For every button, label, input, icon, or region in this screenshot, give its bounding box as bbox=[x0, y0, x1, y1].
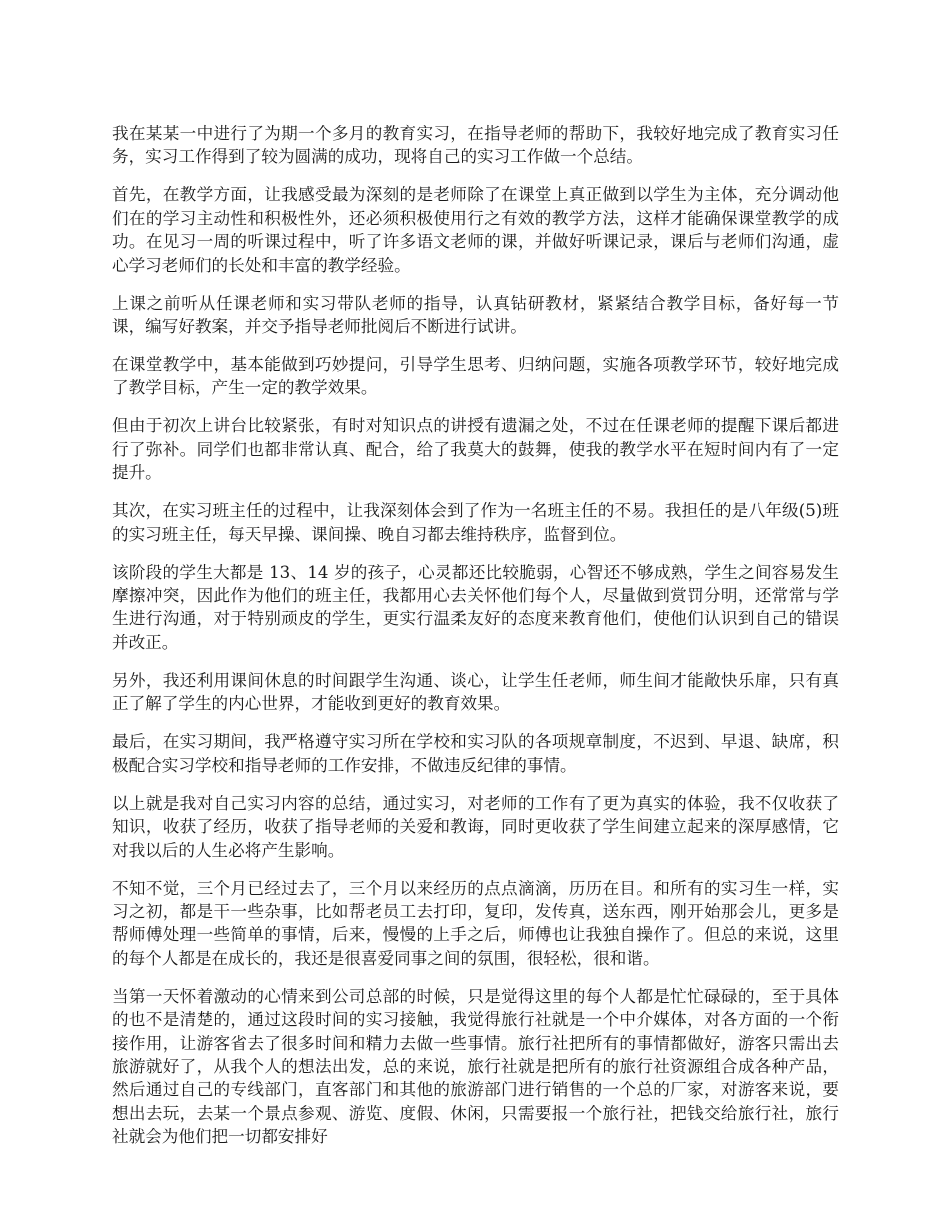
paragraph-7: 该阶段的学生大都是 13、14 岁的孩子，心灵都还比较脆弱，心智还不够成熟，学生之间容易发生摩擦冲突，因此作为他们的班主任，我都用心去关怀他们每个人，尽量做到赏罚分明，还常常与学生进行沟通，对于特别顽皮的学生，更实行温柔友好的态度来教育他们，使他们认识到自己的错误并改正。 bbox=[112, 562, 839, 652]
paragraph-6: 其次，在实习班主任的过程中，让我深刻体会到了作为一名班主任的不易。我担任的是八年级(5)班的实习班主任，每天早操、课间操、晚自习都去维持秩序，监督到位。 bbox=[112, 501, 839, 544]
paragraph-2: 首先，在教学方面，让我感受最为深刻的是老师除了在课堂上真正做到以学生为主体，充分调动他们在的学习主动性和积极性外，还必须积极使用行之有效的教学方法，这样才能确保课堂教学的成功。在见习一周的听课过程中，听了许多语文老师的课，并做好听课记录，课后与老师们沟通，虚心学习老师们的长处和丰富的教学经验。 bbox=[112, 185, 839, 275]
paragraph-3: 上课之前听从任课老师和实习带队老师的指导，认真钻研教材，紧紧结合教学目标，备好每一节课，编写好教案，并交予指导老师批阅后不断进行试讲。 bbox=[112, 293, 839, 337]
paragraph-8: 另外，我还利用课间休息的时间跟学生沟通、谈心，让学生任老师，师生间才能敞快乐扉，只有真正了解了学生的内心世界，才能收到更好的教育效果。 bbox=[112, 670, 839, 714]
paragraph-11: 不知不觉，三个月已经过去了，三个月以来经历的点点滴滴，历历在目。和所有的实习生一样，实习之初，都是干一些杂事，比如帮老员工去打印，复印，发传真，送东西，刚开始那会儿，更多是帮师傅处理一些简单的事情，后来，慢慢的上手之后，师傅也让我独自操作了。但总的来说，这里的每个人都是在成长的，我还是很喜爱同事之间的氛围，很轻松，很和谐。 bbox=[112, 878, 839, 968]
paragraph-12: 当第一天怀着激动的心情来到公司总部的时候，只是觉得这里的每个人都是忙忙碌碌的，至于具体的也不是清楚的，通过这段时间的实习接触，我觉得旅行社就是一个中介媒体，对各方面的一个衔接作用，让游客省去了很多时间和精力去做一些事情。旅行社把所有的事情都做好，游客只需出去旅游就好了，从我个人的想法出发，总的来说，旅行社就是把所有的旅行社资源组合成各种产品，然后通过自己的专线部门，直客部门和其他的旅游部门进行销售的一个总的厂家，对游客来说，要想出去玩，去某一个景点参观、游览、度假、休闲，只需要报一个旅行社，把钱交给旅行社，旅行社就会为他们把一切都安排好 bbox=[112, 986, 839, 1147]
paragraph-1: 我在某某一中进行了为期一个多月的教育实习，在指导老师的帮助下，我较好地完成了教育实习任务，实习工作得到了较为圆满的成功，现将自己的实习工作做一个总结。 bbox=[112, 124, 839, 167]
paragraph-4: 在课堂教学中，基本能做到巧妙提问，引导学生思考、归纳问题，实施各项教学环节，较好地完成了教学目标，产生一定的教学效果。 bbox=[112, 355, 839, 398]
document-body bbox=[112, 122, 839, 1163]
paragraph-9: 最后，在实习期间，我严格遵守实习所在学校和实习队的各项规章制度，不迟到、早退、缺席，积极配合实习学校和指导老师的工作安排，不做违反纪律的事情。 bbox=[112, 732, 839, 775]
paragraph-10: 以上就是我对自己实习内容的总结，通过实习，对老师的工作有了更为真实的体验，我不仅收获了知识，收获了经历，收获了指导老师的关爱和教诲，同时更收获了学生间建立起来的深厚感情，它对我以后的人生必将产生影响。 bbox=[112, 793, 839, 860]
paragraph-5: 但由于初次上讲台比较紧张，有时对知识点的讲授有遗漏之处，不过在任课老师的提醒下课后都进行了弥补。同学们也都非常认真、配合，给了我莫大的鼓舞，使我的教学水平在短时间内有了一定提升。 bbox=[112, 416, 839, 483]
